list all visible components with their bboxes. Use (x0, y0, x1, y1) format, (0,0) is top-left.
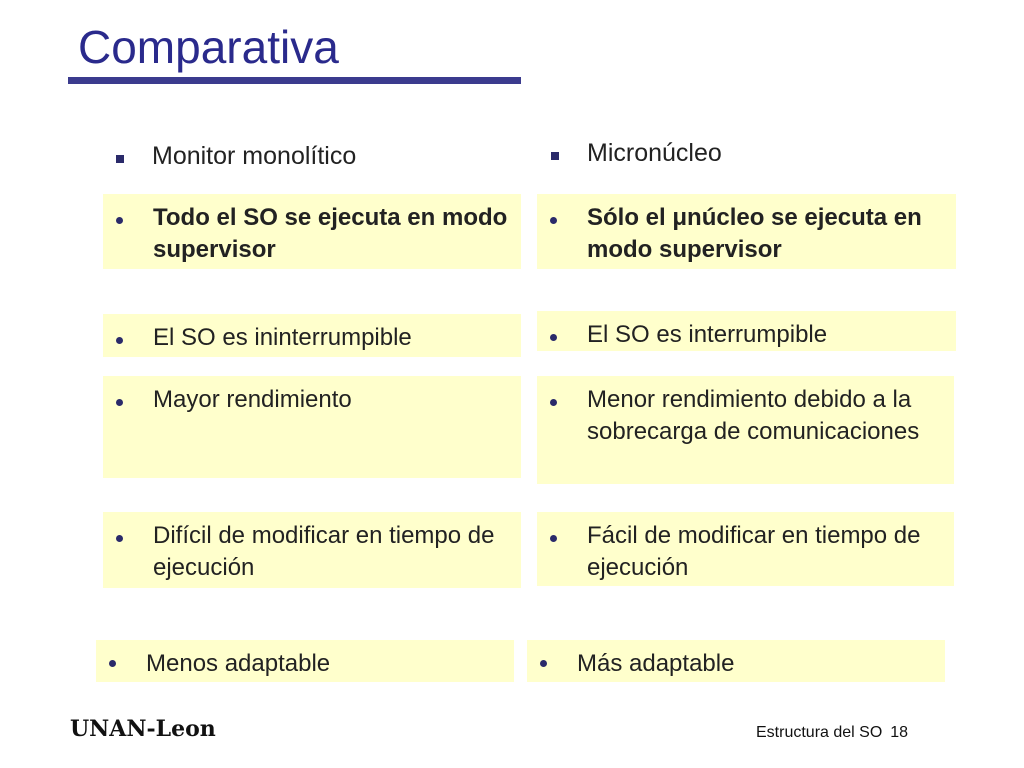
comparison-left-2 (103, 314, 521, 357)
comparison-left-2-text: El SO es ininterrumpible (153, 324, 412, 351)
comparison-left-1-text: Todo el SO se ejecuta en modo supervisor (153, 204, 508, 263)
comparison-right-5-text: Más adaptable (577, 650, 735, 677)
comparison-right-3 (537, 376, 954, 484)
page-number: 18 (890, 724, 909, 741)
bullet-icon (116, 217, 123, 224)
comparison-right-5 (527, 640, 945, 682)
comparison-left-1 (103, 194, 521, 269)
right-heading (551, 139, 931, 171)
comparison-left-4 (103, 512, 521, 588)
comparison-left-3-text: Mayor rendimiento (153, 386, 352, 413)
title-underline (68, 77, 521, 84)
left-heading-text: Monitor monolítico (152, 142, 357, 170)
comparison-right-1-text: Sólo el μnúcleo se ejecuta en modo supervisor (587, 204, 922, 263)
square-bullet-icon (551, 152, 559, 160)
comparison-right-2-text: El SO es interrumpible (587, 321, 828, 348)
bullet-icon (109, 660, 116, 667)
footer-slide-info (756, 724, 908, 742)
bullet-icon (116, 399, 123, 406)
bullet-icon (550, 217, 557, 224)
slide-title: Comparativa (78, 21, 339, 73)
footer-label: Estructura del SO (756, 724, 883, 741)
bullet-icon (550, 535, 557, 542)
bullet-icon (550, 399, 557, 406)
bullet-icon (540, 660, 547, 667)
comparison-left-5-text: Menos adaptable (146, 650, 331, 677)
right-heading-text: Micronúcleo (587, 139, 722, 167)
comparison-left-4-text: Difícil de modificar en tiempo de ejecución (153, 522, 495, 581)
comparison-left-3 (103, 376, 521, 478)
bullet-icon (116, 535, 123, 542)
comparison-right-3-text: Menor rendimiento debido a la sobrecarga de comunicaciones (587, 386, 920, 445)
comparison-right-4 (537, 512, 954, 586)
comparison-left-5 (96, 640, 514, 682)
bullet-icon (116, 337, 123, 344)
comparison-right-1 (537, 194, 956, 269)
square-bullet-icon (116, 155, 124, 163)
comparison-right-2 (537, 311, 956, 351)
bullet-icon (550, 334, 557, 341)
footer-logo: UNAN-Leon (70, 716, 216, 742)
left-heading (116, 142, 496, 174)
comparison-right-4-text: Fácil de modificar en tiempo de ejecución (587, 522, 921, 581)
